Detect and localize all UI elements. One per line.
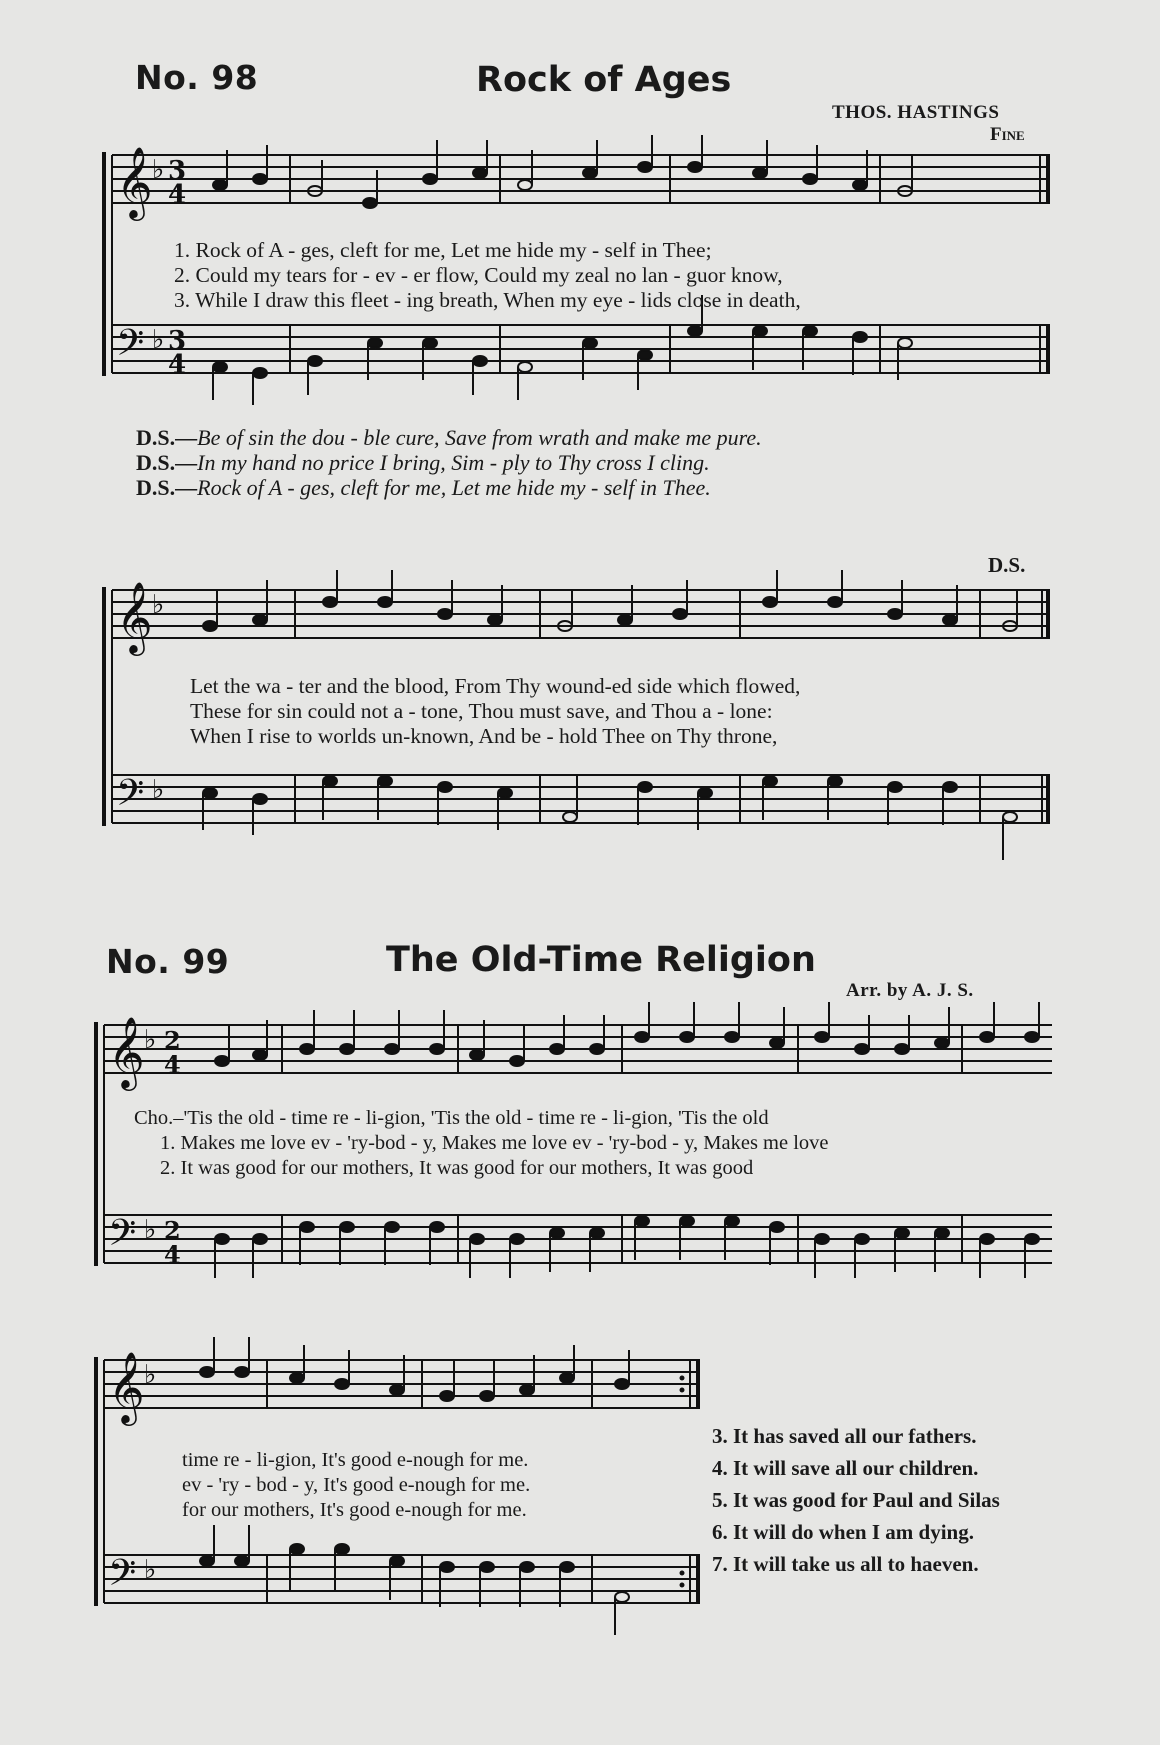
verse-lyric-line: 1. Rock of A - ges, cleft for me, Let me hide my - self in Thee; xyxy=(174,238,712,262)
ds-text: Be of sin the dou - ble cure, Save from wrath and make me pure. xyxy=(197,425,762,450)
composer-credit: THOS. HASTINGS xyxy=(832,102,1000,123)
hymn-title: The Old-Time Religion xyxy=(386,940,816,980)
extra-verse: 7. It will take us all to haeven. xyxy=(712,1552,979,1576)
svg-text:♭: ♭ xyxy=(152,325,165,355)
hymn-number: No. 98 xyxy=(135,58,259,97)
verse-lyric-line: 1. Makes me love ev - 'ry-bod - y, Makes me love ev - 'ry-bod - y, Makes me love xyxy=(160,1132,829,1154)
svg-text:4: 4 xyxy=(164,1050,181,1079)
verse-lyric-line: These for sin could not a - tone, Thou must save, and Thou a - lone: xyxy=(190,699,773,723)
svg-text:𝄞: 𝄞 xyxy=(108,1015,145,1088)
ds-text: Rock of A - ges, cleft for me, Let me hide my - self in Thee. xyxy=(197,475,711,500)
svg-text:3: 3 xyxy=(168,156,187,186)
extra-verses-list xyxy=(712,1420,1000,1580)
ds-label: D.S.— xyxy=(136,425,198,450)
hymn-title: Rock of Ages xyxy=(476,60,732,100)
svg-text:3: 3 xyxy=(168,326,187,356)
svg-text:𝄢: 𝄢 xyxy=(108,1552,137,1603)
verse-lyric-line: 2. It was good for our mothers, It was good for our mothers, It was good xyxy=(160,1157,754,1179)
ds-lyric-line xyxy=(136,425,762,450)
ds-lyric-line xyxy=(136,450,710,475)
ds-lyric-line xyxy=(136,475,711,500)
svg-text:♭: ♭ xyxy=(152,590,165,620)
svg-text:𝄢: 𝄢 xyxy=(116,322,145,373)
svg-text:𝄞: 𝄞 xyxy=(116,145,153,218)
extra-verse: 3. It has saved all our fathers. xyxy=(712,1424,977,1448)
svg-text:𝄞: 𝄞 xyxy=(116,580,153,653)
svg-text:𝄢: 𝄢 xyxy=(116,772,145,823)
verse-lyric-line: Let the wa - ter and the blood, From Thy wound-ed side which flowed, xyxy=(190,674,801,698)
verse-lyric-line: 2. Could my tears for - ev - er flow, Could my zeal no lan - guor know, xyxy=(174,263,783,287)
arranger-credit: Arr. by A. J. S. xyxy=(846,980,974,1001)
svg-text:♭: ♭ xyxy=(144,1025,157,1055)
svg-text:𝄞: 𝄞 xyxy=(108,1350,145,1423)
verse-lyric-line: for our mothers, It's good e-nough for me. xyxy=(182,1499,527,1521)
ds-label: D.S.— xyxy=(136,475,198,500)
ds-mark: D.S. xyxy=(988,553,1026,577)
extra-verse: 4. It will save all our children. xyxy=(712,1456,979,1480)
svg-text:2: 2 xyxy=(164,1026,181,1055)
ds-text: In my hand no price I bring, Sim - ply to Thy cross I cling. xyxy=(197,450,710,475)
svg-text:2: 2 xyxy=(164,1216,181,1245)
svg-text:4: 4 xyxy=(168,350,187,380)
verse-lyric-line: 3. While I draw this fleet - ing breath, When my eye - lids close in death, xyxy=(174,288,801,312)
verse-lyric-line: When I rise to worlds un-known, And be - hold Thee on Thy throne, xyxy=(190,724,778,748)
svg-text:𝄢: 𝄢 xyxy=(108,1212,137,1263)
extra-verse: 6. It will do when I am dying. xyxy=(712,1520,974,1544)
svg-text:♭: ♭ xyxy=(144,1360,157,1390)
svg-text:♭: ♭ xyxy=(144,1555,157,1585)
svg-text:♭: ♭ xyxy=(144,1215,157,1245)
chorus-lyric-line: time re - li-gion, It's good e-nough for me. xyxy=(182,1449,529,1471)
svg-text:4: 4 xyxy=(168,180,187,210)
svg-text:♭: ♭ xyxy=(152,155,165,185)
extra-verse: 5. It was good for Paul and Silas xyxy=(712,1488,1000,1512)
svg-text:4: 4 xyxy=(164,1240,181,1269)
verse-lyric-line: ev - 'ry - bod - y, It's good e-nough for me. xyxy=(182,1474,531,1496)
svg-text:♭: ♭ xyxy=(152,775,165,805)
hymn-number: No. 99 xyxy=(106,942,230,981)
ds-label: D.S.— xyxy=(136,450,198,475)
chorus-lyric-line: Cho.–'Tis the old - time re - li-gion, 'Tis the old - time re - li-gion, 'Tis the old xyxy=(134,1107,769,1129)
fine-mark: Fine xyxy=(990,124,1025,145)
